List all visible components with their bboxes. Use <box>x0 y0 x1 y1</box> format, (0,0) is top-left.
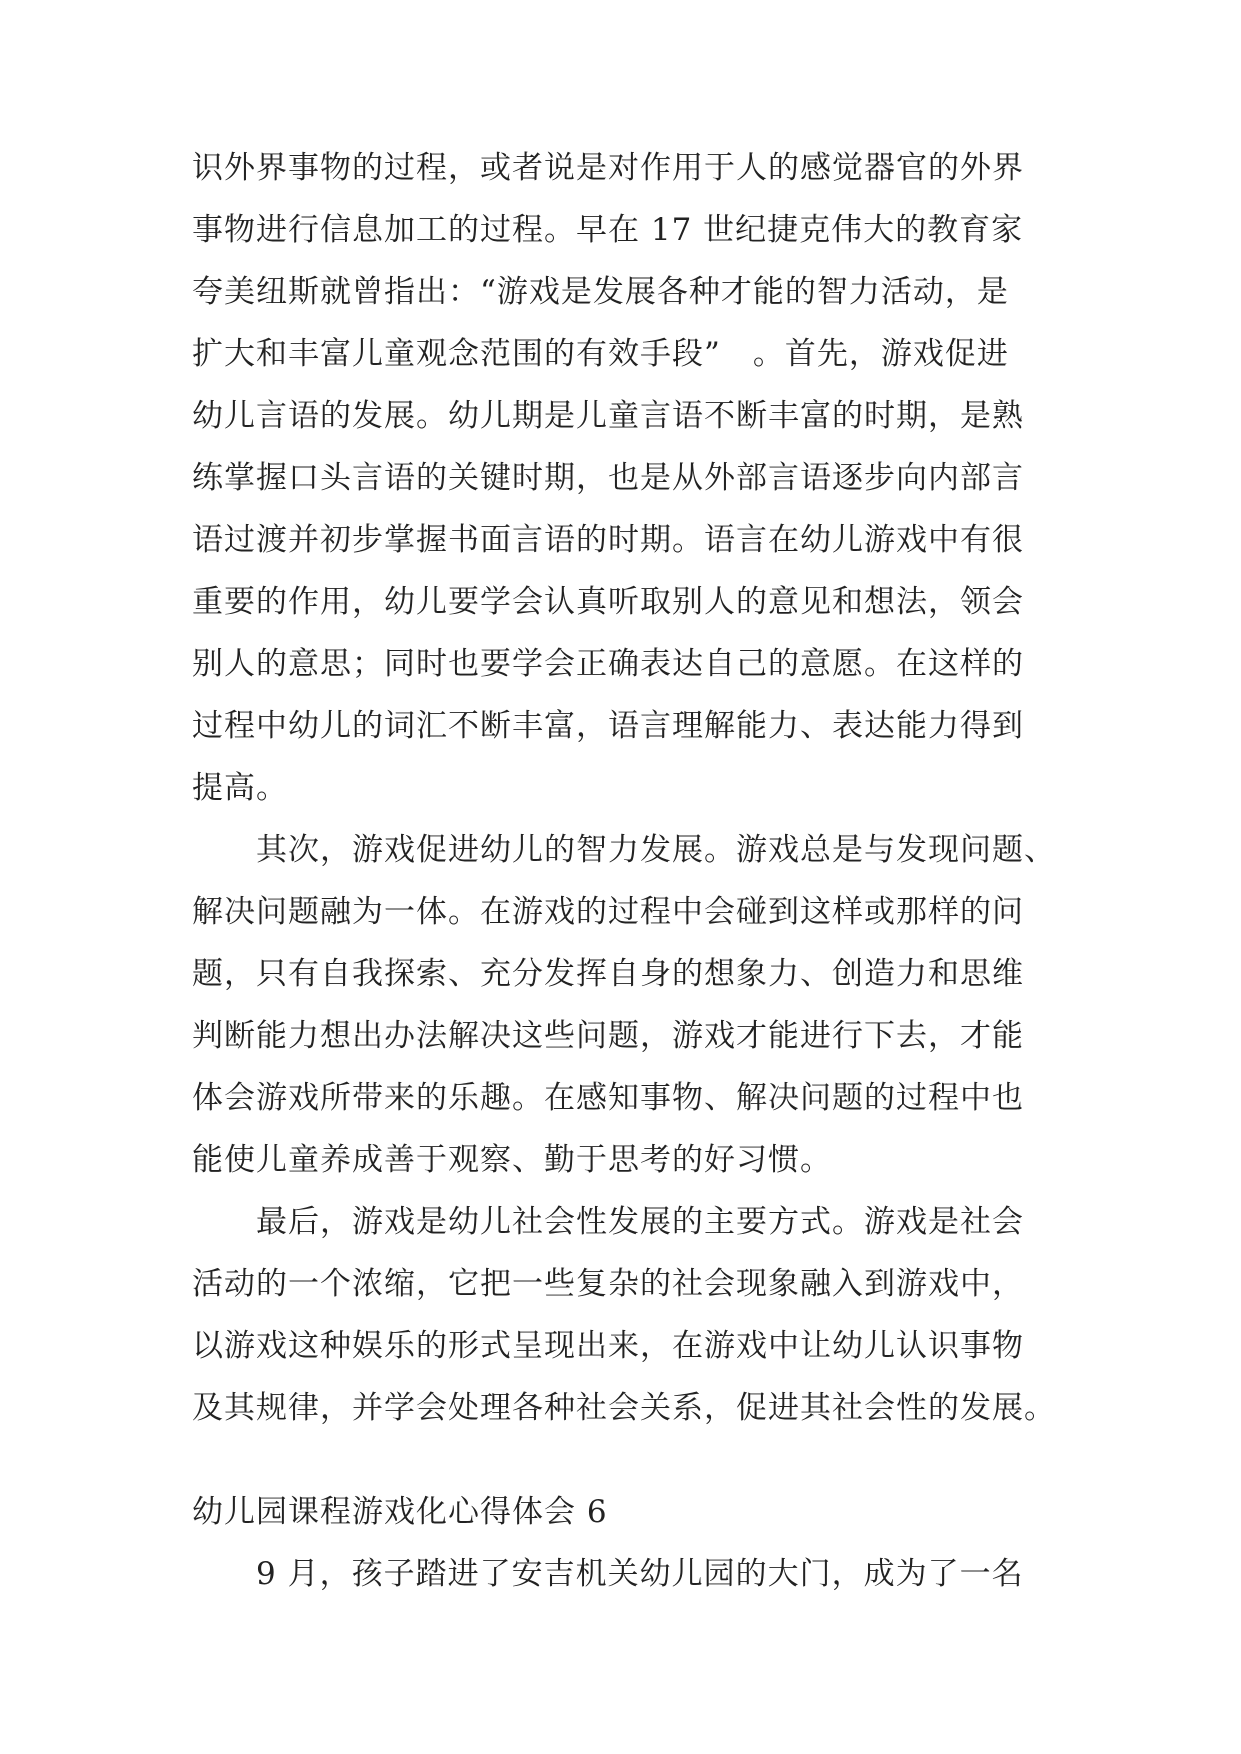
paragraph-line: 及其规律，并学会处理各种社会关系，促进其社会性的发展。 <box>192 1390 1056 1426</box>
paragraph-line: 别人的意思；同时也要学会正确表达自己的意愿。在这样的 <box>192 646 1024 682</box>
paragraph-line: 练掌握口头言语的关键时期，也是从外部言语逐步向内部言 <box>192 460 1024 496</box>
paragraph-line: 解决问题融为一体。在游戏的过程中会碰到这样或那样的问 <box>192 894 1024 930</box>
paragraph-line: 幼儿言语的发展。幼儿期是儿童言语不断丰富的时期，是熟 <box>192 398 1024 434</box>
paragraph-line: 9 月，孩子踏进了安吉机关幼儿园的大门，成为了一名 <box>256 1556 1024 1592</box>
paragraph-line: 活动的一个浓缩，它把一些复杂的社会现象融入到游戏中， <box>192 1266 1024 1302</box>
paragraph-line: 判断能力想出办法解决这些问题，游戏才能进行下去，才能 <box>192 1018 1024 1054</box>
paragraph-line: 体会游戏所带来的乐趣。在感知事物、解决问题的过程中也 <box>192 1080 1024 1116</box>
paragraph-line: 其次，游戏促进幼儿的智力发展。游戏总是与发现问题、 <box>256 832 1056 868</box>
paragraph-line: 语过渡并初步掌握书面言语的时期。语言在幼儿游戏中有很 <box>192 522 1024 558</box>
paragraph-line: 题，只有自我探索、充分发挥自身的想象力、创造力和思维 <box>192 956 1024 992</box>
paragraph-line: 过程中幼儿的词汇不断丰富，语言理解能力、表达能力得到 <box>192 708 1024 744</box>
paragraph-line: 识外界事物的过程，或者说是对作用于人的感觉器官的外界 <box>192 150 1024 186</box>
paragraph-line: 重要的作用，幼儿要学会认真听取别人的意见和想法，领会 <box>192 584 1024 620</box>
section-heading: 幼儿园课程游戏化心得体会 6 <box>192 1494 608 1530</box>
paragraph-line: 事物进行信息加工的过程。早在 17 世纪捷克伟大的教育家 <box>192 212 1024 248</box>
paragraph-line: 以游戏这种娱乐的形式呈现出来，在游戏中让幼儿认识事物 <box>192 1328 1024 1364</box>
paragraph-line: 扩大和丰富儿童观念范围的有效手段” 。首先，游戏促进 <box>192 336 1009 372</box>
paragraph-line: 能使儿童养成善于观察、勤于思考的好习惯。 <box>192 1142 832 1178</box>
paragraph-line: 夸美纽斯就曾指出：“游戏是发展各种才能的智力活动，是 <box>192 274 1009 310</box>
paragraph-line: 最后，游戏是幼儿社会性发展的主要方式。游戏是社会 <box>256 1204 1024 1240</box>
paragraph-line: 提高。 <box>192 770 288 806</box>
